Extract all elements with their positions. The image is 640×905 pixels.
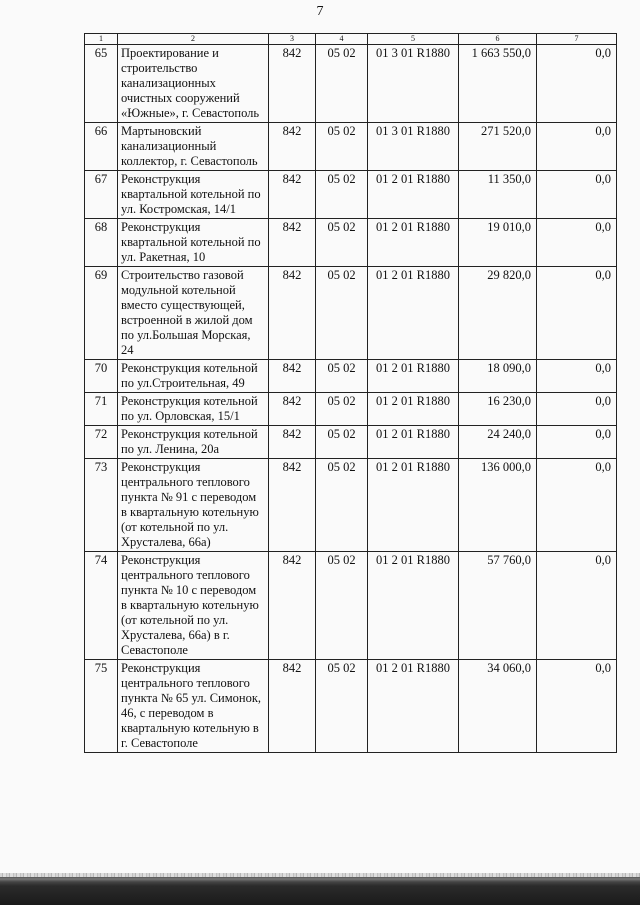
table-row <box>85 123 617 171</box>
code-4-cell: 05 02 <box>316 267 368 360</box>
row-number-cell: 71 <box>85 393 118 426</box>
item-name-cell: Реконструкция квартальной котельной по ул. Костромская, 14/1 <box>118 171 269 219</box>
code-4-cell: 05 02 <box>316 123 368 171</box>
amount-2-cell: 0,0 <box>537 552 617 660</box>
table-row <box>85 360 617 393</box>
item-name-cell: Реконструкция котельной по ул. Ленина, 20а <box>118 426 269 459</box>
amount-cell: 29 820,0 <box>459 267 537 360</box>
page-number: 7 <box>316 4 324 19</box>
code-3-cell: 842 <box>269 552 316 660</box>
amount-cell: 16 230,0 <box>459 393 537 426</box>
item-name-cell: Реконструкция котельной по ул.Строительная, 49 <box>118 360 269 393</box>
amount-cell: 19 010,0 <box>459 219 537 267</box>
code-5-cell: 01 2 01 R1880 <box>368 426 459 459</box>
row-number-cell: 74 <box>85 552 118 660</box>
row-number-cell: 68 <box>85 219 118 267</box>
amount-2-cell: 0,0 <box>537 360 617 393</box>
code-4-cell: 05 02 <box>316 45 368 123</box>
amount-2-cell: 0,0 <box>537 426 617 459</box>
code-5-cell: 01 2 01 R1880 <box>368 660 459 753</box>
column-header: 7 <box>537 34 617 45</box>
amount-2-cell: 0,0 <box>537 459 617 552</box>
code-5-cell: 01 3 01 R1880 <box>368 45 459 123</box>
amount-cell: 136 000,0 <box>459 459 537 552</box>
row-number-cell: 67 <box>85 171 118 219</box>
amount-cell: 1 663 550,0 <box>459 45 537 123</box>
table-row <box>85 426 617 459</box>
row-number-cell: 73 <box>85 459 118 552</box>
amount-2-cell: 0,0 <box>537 45 617 123</box>
code-5-cell: 01 2 01 R1880 <box>368 360 459 393</box>
scan-edge-bar <box>0 877 640 905</box>
amount-cell: 57 760,0 <box>459 552 537 660</box>
code-4-cell: 05 02 <box>316 219 368 267</box>
column-header: 4 <box>316 34 368 45</box>
code-3-cell: 842 <box>269 426 316 459</box>
code-5-cell: 01 2 01 R1880 <box>368 267 459 360</box>
code-3-cell: 842 <box>269 219 316 267</box>
code-4-cell: 05 02 <box>316 660 368 753</box>
table-row <box>85 660 617 753</box>
code-3-cell: 842 <box>269 459 316 552</box>
table-row <box>85 267 617 360</box>
code-3-cell: 842 <box>269 171 316 219</box>
table-header-row <box>85 34 617 45</box>
column-header: 3 <box>269 34 316 45</box>
amount-2-cell: 0,0 <box>537 171 617 219</box>
code-4-cell: 05 02 <box>316 171 368 219</box>
code-5-cell: 01 3 01 R1880 <box>368 123 459 171</box>
table-row <box>85 459 617 552</box>
item-name-cell: Проектирование и строительство канализационных очистных сооружений «Южные», г. Севастополь <box>118 45 269 123</box>
table-row <box>85 219 617 267</box>
row-number-cell: 65 <box>85 45 118 123</box>
code-4-cell: 05 02 <box>316 459 368 552</box>
amount-cell: 271 520,0 <box>459 123 537 171</box>
item-name-cell: Мартыновский канализационный коллектор, г. Севастополь <box>118 123 269 171</box>
amount-2-cell: 0,0 <box>537 393 617 426</box>
table-row <box>85 393 617 426</box>
code-3-cell: 842 <box>269 45 316 123</box>
item-name-cell: Реконструкция центрального теплового пункта № 65 ул. Симонок, 46, с переводом в квартальную котельную в г. Севастополе <box>118 660 269 753</box>
item-name-cell: Строительство газовой модульной котельной вместо существующей, встроенной в жилой дом по ул.Большая Морская, 24 <box>118 267 269 360</box>
amount-cell: 18 090,0 <box>459 360 537 393</box>
amount-2-cell: 0,0 <box>537 267 617 360</box>
item-name-cell: Реконструкция центрального теплового пункта № 91 с переводом в квартальную котельную (от котельной по ул. Хрусталева, 66а) <box>118 459 269 552</box>
column-header: 1 <box>85 34 118 45</box>
amount-2-cell: 0,0 <box>537 219 617 267</box>
code-3-cell: 842 <box>269 660 316 753</box>
table-row <box>85 45 617 123</box>
code-5-cell: 01 2 01 R1880 <box>368 393 459 426</box>
code-3-cell: 842 <box>269 267 316 360</box>
amount-cell: 24 240,0 <box>459 426 537 459</box>
item-name-cell: Реконструкция котельной по ул. Орловская, 15/1 <box>118 393 269 426</box>
code-5-cell: 01 2 01 R1880 <box>368 459 459 552</box>
column-header: 6 <box>459 34 537 45</box>
amount-2-cell: 0,0 <box>537 660 617 753</box>
table-row <box>85 552 617 660</box>
item-name-cell: Реконструкция квартальной котельной по ул. Ракетная, 10 <box>118 219 269 267</box>
amount-cell: 34 060,0 <box>459 660 537 753</box>
code-4-cell: 05 02 <box>316 426 368 459</box>
budget-table <box>84 33 617 753</box>
code-3-cell: 842 <box>269 360 316 393</box>
code-5-cell: 01 2 01 R1880 <box>368 219 459 267</box>
code-4-cell: 05 02 <box>316 393 368 426</box>
code-3-cell: 842 <box>269 123 316 171</box>
row-number-cell: 66 <box>85 123 118 171</box>
item-name-cell: Реконструкция центрального теплового пункта № 10 с переводом в квартальную котельную (от котельной по ул. Хрусталева, 66а) в г. Севастополе <box>118 552 269 660</box>
code-4-cell: 05 02 <box>316 360 368 393</box>
row-number-cell: 69 <box>85 267 118 360</box>
table-row <box>85 171 617 219</box>
row-number-cell: 75 <box>85 660 118 753</box>
code-3-cell: 842 <box>269 393 316 426</box>
code-5-cell: 01 2 01 R1880 <box>368 171 459 219</box>
code-5-cell: 01 2 01 R1880 <box>368 552 459 660</box>
column-header: 2 <box>118 34 269 45</box>
row-number-cell: 70 <box>85 360 118 393</box>
amount-cell: 11 350,0 <box>459 171 537 219</box>
amount-2-cell: 0,0 <box>537 123 617 171</box>
row-number-cell: 72 <box>85 426 118 459</box>
code-4-cell: 05 02 <box>316 552 368 660</box>
column-header: 5 <box>368 34 459 45</box>
